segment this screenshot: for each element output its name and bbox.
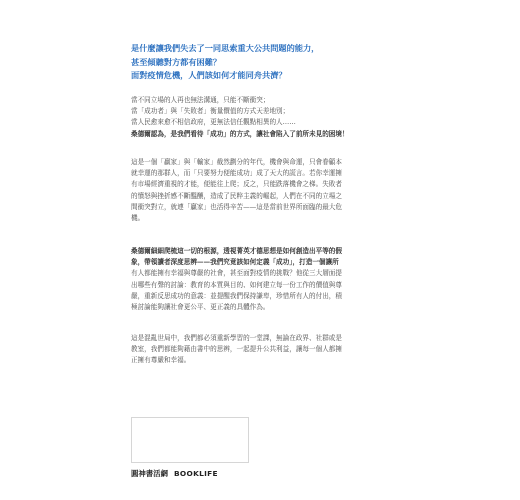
sandel-paragraph (131, 246, 393, 313)
headline-question (131, 42, 391, 83)
text-line: 教室，我們都能夠藉由書中的思辨，一起提升公共利益，讓每一個人都擁 (131, 345, 342, 354)
brand-logo-text: BOOKLIFE (173, 469, 218, 478)
text-line: 正擁有尊嚴和幸福。 (131, 356, 191, 365)
text-line: 當人民愈來愈不相信政府，更無法信任觀點相異的人…… (131, 118, 296, 127)
headline-line: 甚至傾聽對方都有困難？ (131, 56, 222, 67)
headline-line: 是什麼讓我們失去了一同思索重大公共問題的能力， (131, 43, 320, 53)
text-line: 這是混亂世局中，我們都必須重新學習的一堂課，無論在政界、社群或是 (131, 334, 342, 342)
text-line: 間衝突對立，就連「贏家」也活得辛苦——這是當前世界所面臨的最大危 (131, 202, 342, 211)
text-line: 有人都能擁有幸福與尊嚴的社會，甚至面對疫情的挑戰？他從三大層面提 (131, 269, 342, 278)
text-line: 當不同立場的人再也無法溝通，只能不斷衝突； (131, 96, 270, 104)
text-line: 出哪些有聲的討論：教育的本質與目的、如何建立每一份工作的價值與尊 (131, 280, 342, 289)
text-line: 機。 (131, 214, 145, 223)
text-line: 象，帶領讀者深度思辨——我們究竟該如何定義「成功」，打造一個讓所 (131, 258, 339, 267)
text-line: 桑德爾認為，是我們看待「成功」的方式，讓社會陷入了前所未見的困境！ (131, 129, 349, 138)
text-line: 的憤怒與挫折感不斷醞釀，造成了民粹主義的崛起，人們在不同的立場之 (131, 191, 342, 200)
image-frame (131, 417, 249, 463)
text-line: 有市場經濟重視的才能，便能往上爬；反之，只能跌落機會之梯。失敗者 (131, 180, 342, 189)
headline-line: 面對疫情危機，人們該如何才能同舟共濟？ (131, 70, 287, 80)
intro-paragraph (131, 95, 393, 140)
text-line: 極討論能夠讓社會更公平、更正義的具體作為。 (131, 303, 270, 312)
text-line: 嚴，重新反思成功的意義：並提醒我們保持謙卑，珍惜所有人的付出，積 (131, 291, 342, 300)
era-paragraph (131, 157, 393, 224)
closing-paragraph (131, 333, 393, 367)
text-line: 這是一個「贏家」與「輸家」截然劃分的年代，機會與命運，只會眷顧本 (131, 158, 342, 166)
text-line: 當「成功者」與「失敗者」衡量價值的方式天差地別； (131, 107, 290, 116)
publisher-name: 圓神書活網 (131, 469, 168, 478)
text-line: 就幸運的那群人，而「只要努力便能成功」成了天大的謊言。若你幸運擁 (131, 169, 342, 178)
footer-logo[interactable] (131, 468, 218, 479)
text-line: 桑德爾細細爬梳這一切的根源，透視菁英才德思想是如何創造出平等的假 (131, 247, 342, 255)
